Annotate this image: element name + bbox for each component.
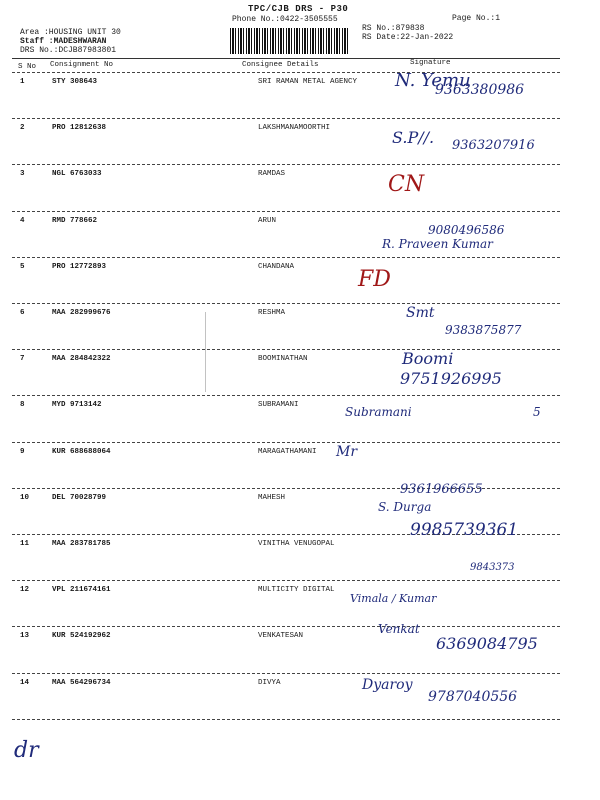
header-divider — [12, 58, 560, 59]
table-row — [0, 170, 600, 216]
footer-initials: dr — [14, 738, 39, 763]
row-consignment: DEL 70028799 — [52, 493, 107, 502]
row-handwritten-phone: 9843373 — [470, 562, 515, 574]
row-consignment: PRO 12812638 — [52, 124, 107, 133]
row-sno: 4 — [20, 216, 25, 225]
row-consignee: MARAGATHAMANI — [258, 447, 317, 456]
row-signature: Smt — [406, 305, 435, 321]
page-number: Page No.:1 — [452, 14, 501, 23]
drs-number: DRS No.:DCJB87983801 — [20, 46, 117, 55]
area-label: Area :HOUSING UNIT 30 — [20, 28, 121, 37]
row-sno: 1 — [20, 78, 25, 86]
table-row — [0, 676, 600, 725]
row-signature: CN — [388, 172, 425, 198]
row-consignee: VINITHA VENUGOPAL — [258, 540, 335, 548]
row-sno: 10 — [20, 493, 30, 502]
row-sno: 12 — [20, 586, 30, 595]
row-divider — [12, 118, 560, 119]
table-row — [0, 401, 600, 447]
row-consignee: BOOMINATHAN — [258, 355, 308, 364]
row-signature: Mr — [336, 443, 358, 460]
row-divider — [12, 673, 560, 674]
row-consignment: MAA 282999676 — [52, 309, 111, 317]
row-consignment: PRO 12772893 — [52, 262, 107, 271]
row-sno: 8 — [20, 401, 25, 410]
table-row — [0, 124, 600, 170]
col-consignment: Consignment No — [50, 61, 114, 69]
row-consignee: RAMDAS — [258, 170, 286, 179]
row-consignment: NGL 6763033 — [52, 170, 102, 179]
row-sno: 6 — [20, 309, 25, 317]
row-divider — [12, 395, 560, 396]
row-handwritten-phone: 9383875877 — [445, 323, 522, 337]
row-divider — [12, 164, 560, 165]
staff-label: Staff :MADESHWARAN — [20, 37, 107, 46]
row-handwritten-phone: 9363207916 — [452, 138, 535, 154]
row-consignment: STY 308643 — [52, 78, 98, 86]
row-divider — [12, 626, 560, 627]
row-consignee: LAKSHMANAMOORTHI — [258, 124, 331, 133]
row-consignee: SUBRAMANI — [258, 401, 299, 410]
row-signature: Boomi — [402, 349, 454, 369]
row-consignment: MAA 564296734 — [52, 678, 111, 687]
row-consignee: CHANDANA — [258, 262, 295, 271]
barcode — [230, 28, 350, 54]
table-row — [0, 562, 600, 632]
row-consignee: DIVYA — [258, 678, 281, 687]
table-row — [0, 349, 600, 401]
row-consignment: MYD 9713142 — [52, 401, 102, 410]
row-consignee: SRI RAMAN METAL AGENCY — [258, 78, 358, 86]
row-consignment: KUR 524192962 — [52, 632, 111, 641]
table-row — [0, 217, 600, 263]
row-handwritten-phone: 6369084795 — [436, 634, 538, 654]
row-handwritten-phone: 9361966655 — [400, 481, 483, 497]
row-divider — [12, 442, 560, 443]
table-row — [0, 622, 600, 678]
col-signature: Signature — [410, 59, 451, 67]
row-sno: 5 — [20, 262, 25, 271]
col-consignee: Consignee Details — [242, 61, 319, 69]
row-signature: Vimala / Kumar — [350, 592, 437, 606]
row-signature: N. Yemu — [395, 70, 471, 91]
row-signature: FD — [358, 266, 391, 292]
row-signature: Subramani — [345, 405, 412, 420]
row-divider — [12, 580, 560, 581]
row-sno: 13 — [20, 632, 30, 641]
col-sno: S No — [18, 63, 37, 71]
phone-number: Phone No.:0422-3505555 — [232, 15, 338, 24]
row-handwritten-phone: 9363380986 — [435, 82, 525, 98]
row-divider — [12, 303, 560, 304]
row-sno: 3 — [20, 170, 25, 179]
column-header-divider — [12, 72, 560, 73]
row-sno: 14 — [20, 678, 30, 687]
table-row — [0, 70, 600, 124]
row-signature: R. Praveen Kumar — [382, 236, 493, 251]
row-sno: 9 — [20, 447, 25, 456]
row-consignment: KUR 688688064 — [52, 447, 111, 456]
rs-number: RS No.:879838 — [362, 24, 425, 33]
row-consignee: MULTICITY DIGITAL — [258, 586, 335, 595]
row-consignee: VENKATESAN — [258, 632, 304, 641]
row-consignee: MAHESH — [258, 493, 286, 502]
row-consignment: MAA 283781785 — [52, 540, 111, 548]
row-divider — [12, 349, 560, 350]
row-consignment: VPL 211674161 — [52, 586, 111, 595]
row-consignee: RESHMA — [258, 309, 286, 317]
row-signature: S. Durga — [378, 499, 432, 514]
document-title: TPC/CJB DRS - P30 — [248, 4, 349, 14]
row-signature: Venkat — [378, 622, 420, 637]
row-consignee: ARUN — [258, 216, 277, 225]
table-row — [0, 443, 600, 494]
table-row — [0, 305, 600, 355]
row-handwritten-phone: 9080496586 — [428, 222, 505, 237]
row-consignment: MAA 284842322 — [52, 355, 111, 364]
row-divider — [12, 211, 560, 212]
row-sno: 7 — [20, 355, 25, 364]
row-divider — [12, 719, 560, 720]
table-row — [0, 263, 600, 309]
rs-date: RS Date:22-Jan-2022 — [362, 33, 454, 42]
row-handwritten-phone: 9751926995 — [400, 369, 502, 389]
row-handwritten-phone: 5 — [533, 405, 541, 420]
row-signature: S.P//. — [392, 128, 435, 148]
row-handwritten-phone: 9787040556 — [428, 688, 518, 705]
row-divider — [12, 257, 560, 258]
row-consignment: RMD 778662 — [52, 216, 98, 225]
row-signature: Dyaroy — [362, 676, 413, 693]
row-sno: 11 — [20, 540, 30, 548]
row-handwritten-phone: 9985739361 — [410, 520, 519, 540]
row-sno: 2 — [20, 124, 25, 133]
